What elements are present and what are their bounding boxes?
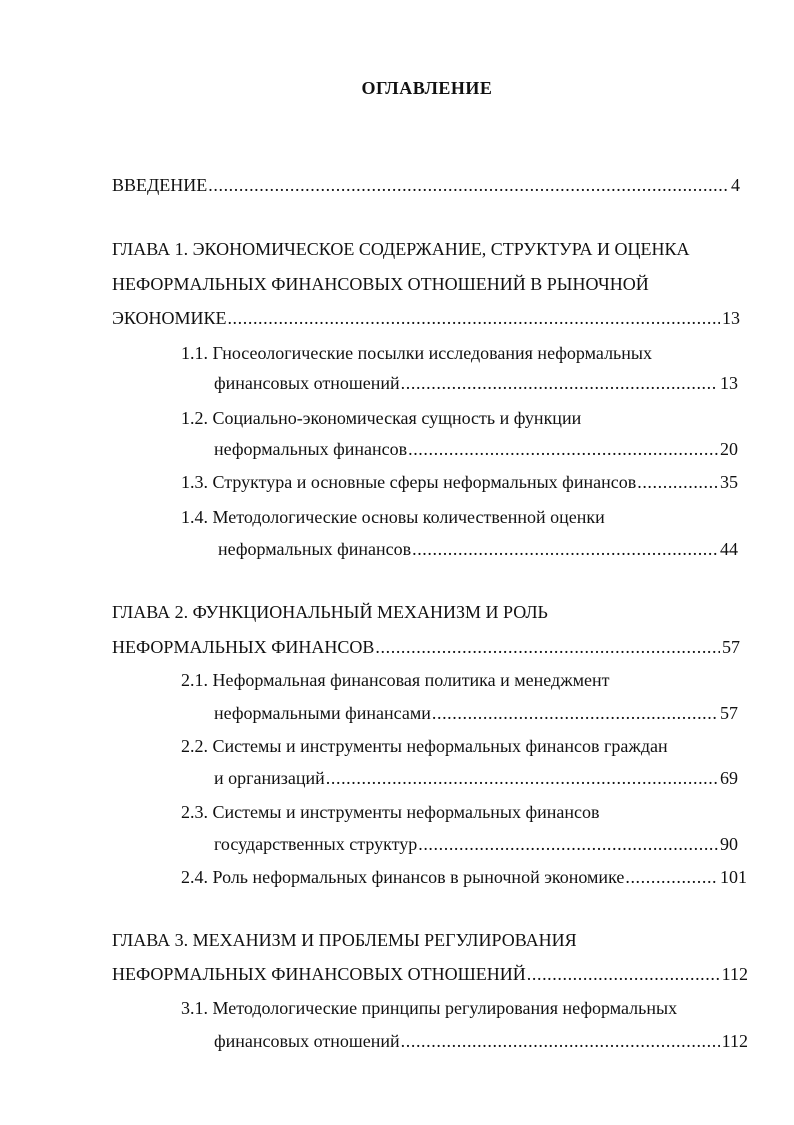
dot-leader bbox=[227, 307, 720, 329]
dot-leader bbox=[625, 866, 718, 888]
toc-entry-section-1-1[interactable] bbox=[214, 372, 738, 394]
toc-entry-label: НЕФОРМАЛЬНЫХ ФИНАНСОВ bbox=[112, 637, 375, 657]
toc-page-number: 44 bbox=[720, 539, 738, 559]
toc-entry-section-2-3[interactable] bbox=[214, 833, 738, 855]
toc-entry-section-1-3[interactable] bbox=[181, 471, 738, 493]
toc-entry-label: государственных структур bbox=[214, 834, 418, 854]
toc-entry-section-1-2[interactable] bbox=[214, 438, 738, 460]
toc-page-number: 112 bbox=[721, 964, 748, 984]
section-2-2-title[interactable]: 2.2. Системы и инструменты неформальных финансов граждан bbox=[181, 736, 668, 756]
toc-page-number: 90 bbox=[720, 834, 738, 854]
dot-leader bbox=[432, 702, 718, 724]
dot-leader bbox=[527, 963, 720, 985]
dot-leader bbox=[208, 174, 729, 196]
toc-entry-label: неформальных финансов bbox=[218, 539, 412, 559]
toc-entry-label: финансовых отношений bbox=[214, 373, 400, 393]
toc-page-number: 112 bbox=[721, 1031, 748, 1051]
page-title: ОГЛАВЛЕНИЕ bbox=[361, 78, 493, 98]
chapter-3-title-line-1[interactable]: ГЛАВА 3. МЕХАНИЗМ И ПРОБЛЕМЫ РЕГУЛИРОВАНИЯ bbox=[112, 930, 577, 950]
toc-entry-chapter-3[interactable] bbox=[112, 963, 748, 985]
toc-entry-label: финансовых отношений bbox=[214, 1031, 400, 1051]
dot-leader bbox=[375, 636, 720, 658]
dot-leader bbox=[637, 471, 718, 493]
toc-entry-chapter-2[interactable] bbox=[112, 636, 740, 658]
toc-entry-section-1-4[interactable] bbox=[218, 538, 738, 560]
toc-entry-label: 1.3. Структура и основные сферы неформальных финансов bbox=[181, 472, 637, 492]
toc-entry-introduction[interactable] bbox=[112, 174, 740, 196]
chapter-2-title-line-1[interactable]: ГЛАВА 2. ФУНКЦИОНАЛЬНЫЙ МЕХАНИЗМ И РОЛЬ bbox=[112, 602, 548, 622]
section-1-4-title[interactable]: 1.4. Методологические основы количественной оценки bbox=[181, 507, 605, 527]
toc-page-number: 57 bbox=[722, 637, 740, 657]
chapter-1-title-line-2[interactable]: НЕФОРМАЛЬНЫХ ФИНАНСОВЫХ ОТНОШЕНИЙ В РЫНОЧНОЙ bbox=[112, 274, 649, 294]
toc-entry-section-3-1[interactable] bbox=[214, 1030, 748, 1052]
toc-entry-label: 2.4. Роль неформальных финансов в рыночной экономике bbox=[181, 867, 625, 887]
dot-leader bbox=[326, 767, 718, 789]
toc-entry-label: неформальных финансов bbox=[214, 439, 408, 459]
toc-entry-label: ЭКОНОМИКЕ bbox=[112, 308, 227, 328]
toc-entry-label: НЕФОРМАЛЬНЫХ ФИНАНСОВЫХ ОТНОШЕНИЙ bbox=[112, 964, 526, 984]
dot-leader bbox=[408, 438, 718, 460]
section-1-2-title[interactable]: 1.2. Социально-экономическая сущность и функции bbox=[181, 408, 582, 428]
dot-leader bbox=[418, 833, 718, 855]
toc-page-number: 20 bbox=[720, 439, 738, 459]
section-1-1-title[interactable]: 1.1. Гносеологические посылки исследования неформальных bbox=[181, 343, 652, 363]
dot-leader bbox=[412, 538, 718, 560]
section-3-1-title[interactable]: 3.1. Методологические принципы регулирования неформальных bbox=[181, 998, 678, 1018]
toc-page-number: 57 bbox=[720, 703, 738, 723]
dot-leader bbox=[401, 372, 718, 394]
toc-entry-section-2-2[interactable] bbox=[214, 767, 738, 789]
toc-page-number: 101 bbox=[720, 867, 747, 887]
toc-page-number: 35 bbox=[720, 472, 738, 492]
toc-entry-label: ВВЕДЕНИЕ bbox=[112, 175, 208, 195]
toc-entry-section-2-1[interactable] bbox=[214, 702, 738, 724]
toc-entry-section-2-4[interactable] bbox=[181, 866, 747, 888]
toc-page-number: 13 bbox=[720, 373, 738, 393]
section-2-3-title[interactable]: 2.3. Системы и инструменты неформальных финансов bbox=[181, 802, 600, 822]
chapter-1-title-line-1[interactable]: ГЛАВА 1. ЭКОНОМИЧЕСКОЕ СОДЕРЖАНИЕ, СТРУКТУРА И ОЦЕНКА bbox=[112, 239, 690, 259]
toc-page-number: 69 bbox=[720, 768, 738, 788]
toc-entry-chapter-1[interactable] bbox=[112, 307, 740, 329]
toc-page-number: 4 bbox=[731, 175, 740, 195]
toc-page-number: 13 bbox=[722, 308, 740, 328]
dot-leader bbox=[401, 1030, 720, 1052]
toc-entry-label: неформальными финансами bbox=[214, 703, 431, 723]
toc-entry-label: и организаций bbox=[214, 768, 325, 788]
section-2-1-title[interactable]: 2.1. Неформальная финансовая политика и менеджмент bbox=[181, 670, 610, 690]
